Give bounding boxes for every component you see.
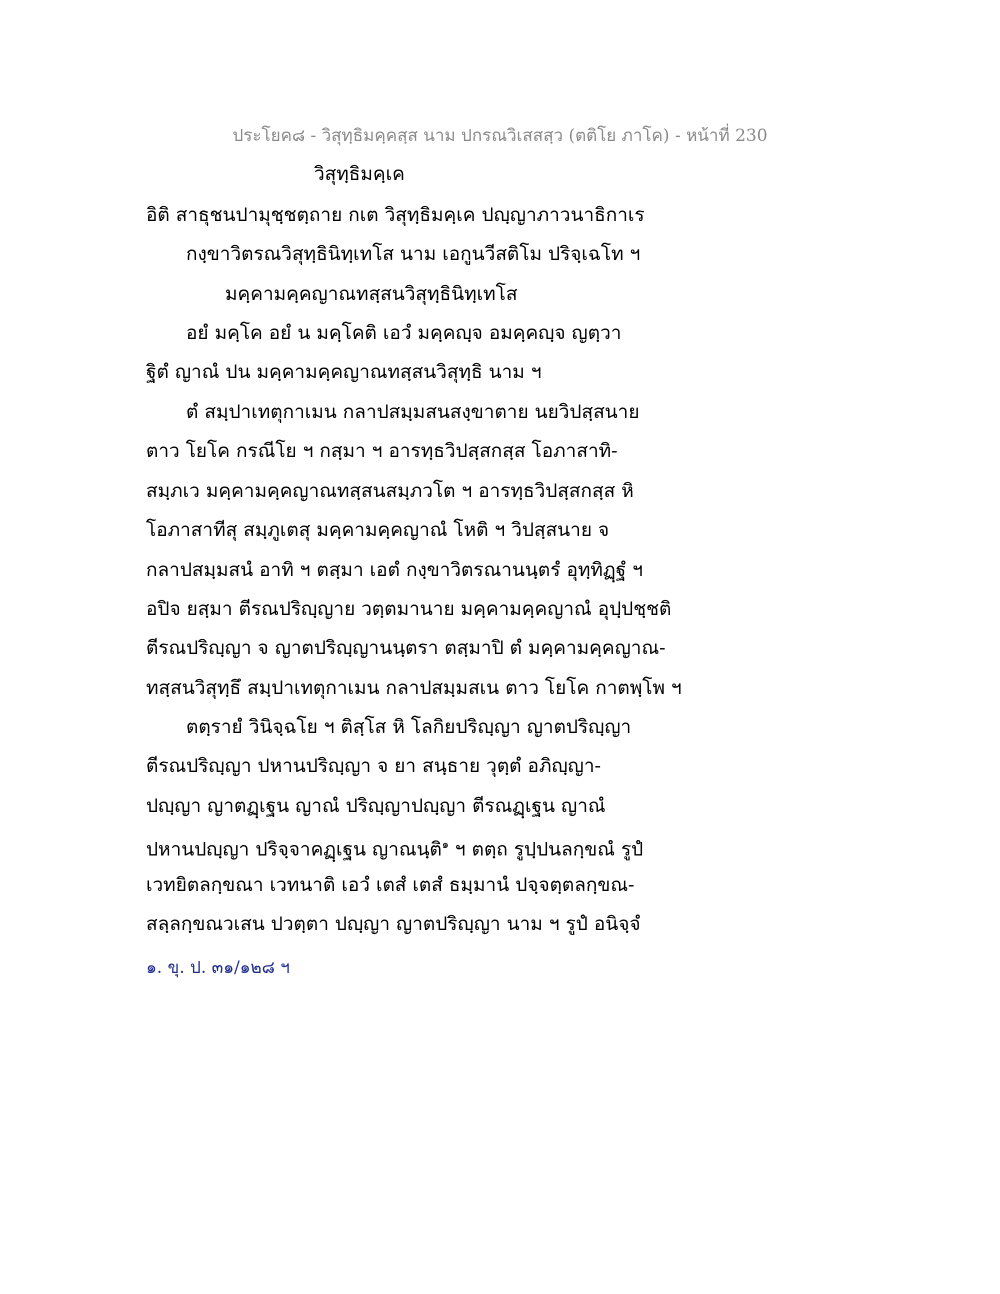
text-line: อยํ มคฺโค อยํ น มคฺโคติ เอวํ มคฺคญฺจ อมคฺคญฺจ ญตฺวา	[186, 322, 622, 344]
section-title: วิสุทฺธิมคฺเค	[314, 163, 405, 185]
text-line: ฐิตํ ญาณํ ปน มคฺคามคฺคญาณทสฺสนวิสุทฺธิ นาม ฯ	[146, 361, 542, 383]
text-line: อปิจ ยสฺมา ตีรณปริญฺญาย วตฺตมานาย มคฺคามคฺคญาณํ อุปฺปชฺชติ	[146, 598, 672, 620]
text-line: ตีรณปริญฺญา จ ญาตปริญฺญานนฺตรา ตสฺมาปิ ตํ มคฺคามคฺคญาณ-	[146, 637, 666, 659]
text-line: กลาปสมฺมสนํ อาทิ ฯ ตสฺมา เอตํ กงฺขาวิตรณานนฺตรํ อุทฺทิฏฺฐํ ฯ	[146, 559, 643, 581]
text-line: โอภาสาทีสุ สมฺภูเตสุ มคฺคามคฺคญาณํ โหติ ฯ วิปสฺสนาย จ	[146, 519, 610, 541]
running-header: ประโยค๘ - วิสุทฺธิมคฺคสฺส นาม ปกรณวิเสสสฺว (ตติโย ภาโค) - หน้าที่ 230	[232, 126, 768, 146]
text-line: กงฺขาวิตรณวิสุทฺธินิทฺเทโส นาม เอกูนวีสติโม ปริจฺเฉโท ฯ	[186, 243, 641, 265]
text-line: ตตฺรายํ วินิจฺฉโย ฯ ติสฺโส หิ โลกิยปริญฺญา ญาตปริญฺญา	[186, 716, 632, 738]
text-line: สมฺภเว มคฺคามคฺคญาณทสฺสนสมฺภวโต ฯ อารทฺธวิปสฺสกสฺส หิ	[146, 480, 634, 502]
footnote-marker: ๑	[441, 838, 449, 851]
text-line: ตํ สมฺปาเทตุกาเมน กลาปสมฺมสนสงฺขาตาย นยวิปสฺสนาย	[186, 401, 640, 423]
text-line: เวทยิตลกฺขณา เวทนาติ เอวํ เตสํ เตสํ ธมฺมานํ ปจฺจตฺตลกฺขณ-	[146, 874, 635, 896]
text-line: ปหานปญฺญา ปริจฺจาคฏฺเฐน ญาณนฺติ$^๑$ ฯ ตตฺถ รูปฺปนลกฺขณํ รูปํ	[146, 838, 644, 861]
text-line: ปญฺญา ญาตฏฺเฐน ญาณํ ปริญฺญาปญฺญา ตีรณฏฺเฐน ญาณํ	[146, 795, 606, 817]
text-line: ตาว โยโค กรณีโย ฯ กสฺมา ฯ อารทฺธวิปสฺสกสฺส โอภาสาทิ-	[146, 440, 618, 462]
footnote: ๑. ขุ. ป. ๓๑/๑๒๘ ฯ	[146, 958, 290, 978]
text-line: สลฺลกฺขณวเสน ปวตฺตา ปญฺญา ญาตปริญฺญา นาม ฯ รูปํ อนิจฺจํ	[146, 913, 641, 935]
text-line: ทสฺสนวิสุทฺธึ สมฺปาเทตุกาเมน กลาปสมฺมสเน ตาว โยโค กาตพฺโพ ฯ	[146, 677, 682, 699]
subsection-title: มคฺคามคฺคญาณทสฺสนวิสุทฺธินิทฺเทโส	[225, 283, 518, 305]
text-line: อิติ สาธุชนปามุชฺชตฺถาย กเต วิสุทฺธิมคฺเค ปญฺญาภาวนาธิกาเร	[146, 204, 645, 226]
text-line: ตีรณปริญฺญา ปหานปริญฺญา จ ยา สนฺธาย วุตฺตํ อภิญฺญา-	[146, 755, 601, 777]
